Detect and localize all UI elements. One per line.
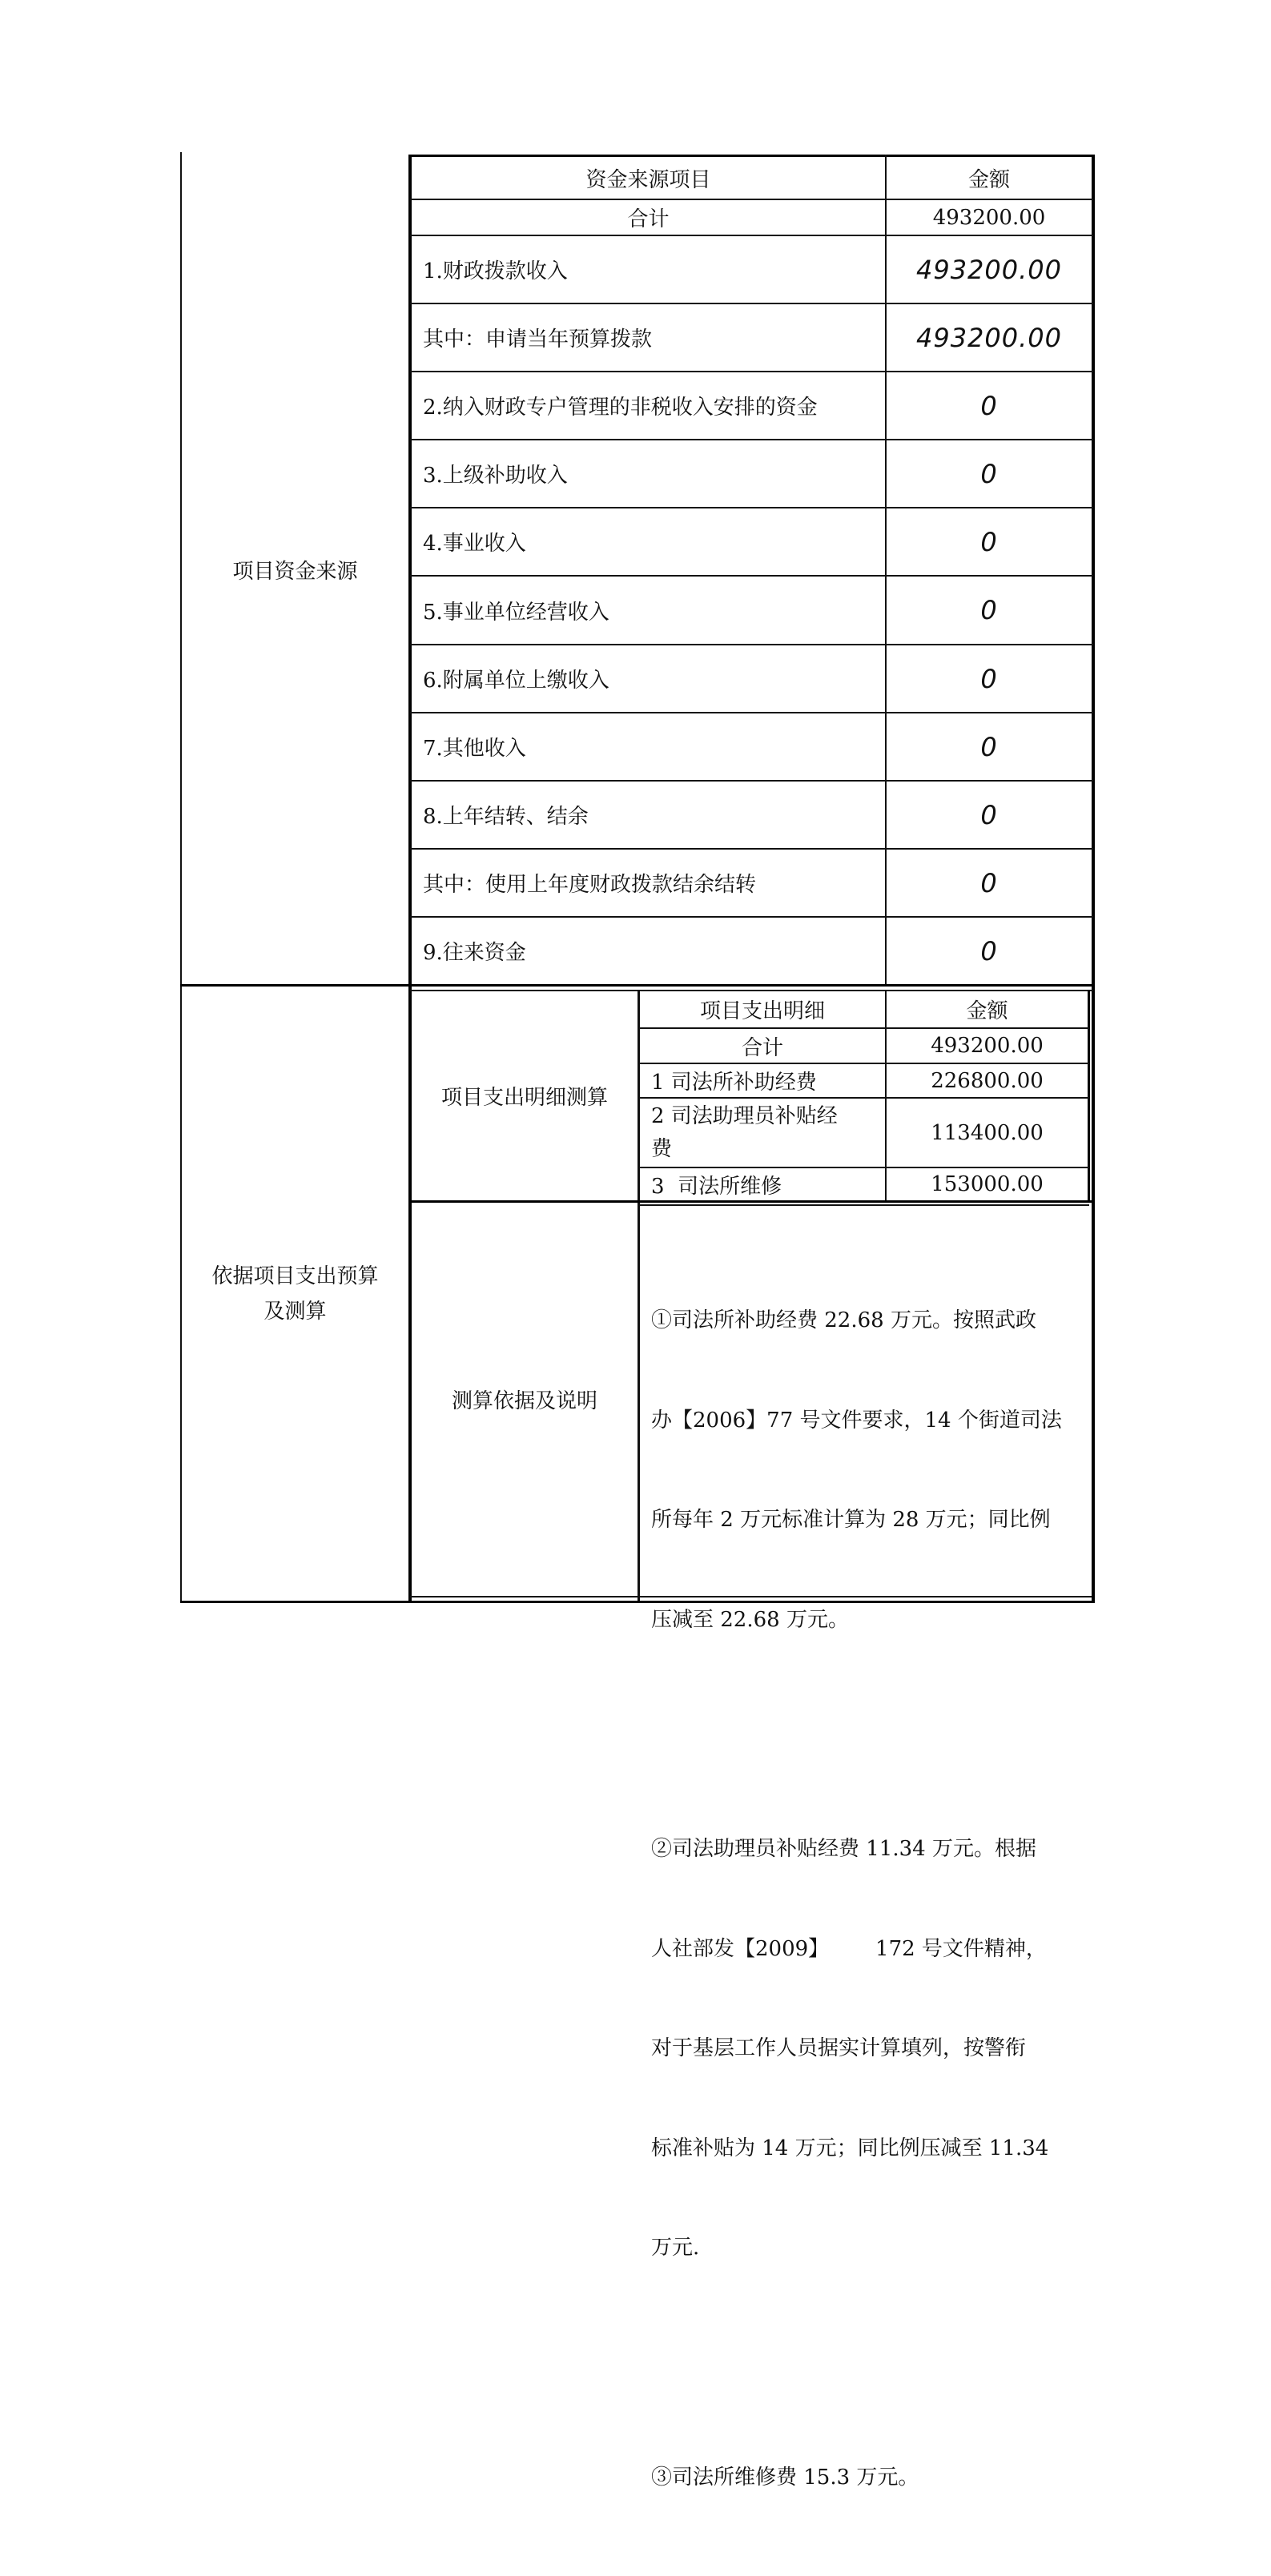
- expense-row-amount: 153000.00: [931, 1172, 1044, 1196]
- budget-basis-label-line1: 依据项目支出预算: [211, 1264, 379, 1288]
- funding-row-amount: 0: [980, 731, 998, 762]
- funding-row-amount: 0: [980, 595, 998, 625]
- funding-row-amount: 0: [980, 390, 998, 421]
- funding-row-label: 8.上年结转、结余: [423, 805, 589, 829]
- funding-row-label: 3.上级补助收入: [423, 464, 568, 488]
- budget-basis-label-line2: 及测算: [263, 1299, 327, 1324]
- expense-row-label: 2 司法助理员补贴经 费: [651, 1103, 838, 1161]
- funding-row-label: 5.事业单位经营收入: [423, 600, 609, 625]
- expense-row-amount: 226800.00: [931, 1068, 1044, 1093]
- funding-row-amount: 0: [980, 526, 998, 557]
- funding-row-amount: 0: [980, 799, 998, 830]
- funding-row-amount: 0: [980, 663, 998, 694]
- funding-row-amount: 0: [980, 935, 998, 967]
- funding-header-amount: 金额: [967, 167, 1010, 192]
- expense-row-label: 3 司法所维修: [651, 1174, 782, 1199]
- funding-row-amount: 493200.00: [915, 254, 1063, 285]
- expense-section-label: 项目支出明细测算: [440, 1086, 608, 1110]
- basis-section-label: 测算依据及说明: [451, 1389, 597, 1413]
- expense-row-label: 1 司法所补助经费: [651, 1071, 817, 1095]
- funding-source-label: 项目资金来源: [232, 559, 358, 584]
- funding-total-label: 合计: [627, 207, 670, 231]
- basis-paragraph-3: ③司法所维修费 15.3 万元。: [651, 2465, 919, 2490]
- basis-paragraph-1: ①司法所补助经费 22.68 万元。按照武政 办【2006】77 号文件要求，14 个街道司法 所每年 2 万元标准计算为 28 万元；同比例 压减至 22.68 万元。: [651, 1308, 1062, 1632]
- expense-subtable-right-border: [1088, 990, 1090, 1200]
- funding-row-label: 9.往来资金: [423, 941, 526, 965]
- funding-row-label: 其中：申请当年预算拨款: [423, 328, 653, 352]
- funding-row-amount: 0: [980, 458, 998, 489]
- funding-row-amount: 0: [980, 867, 998, 898]
- basis-explanation: [640, 1206, 1092, 2490]
- funding-row-label: 6.附属单位上缴收入: [423, 669, 609, 693]
- funding-header-item: 资金来源项目: [585, 167, 711, 192]
- expense-total-amount: 493200.00: [931, 1034, 1044, 1058]
- funding-row-label: 7.其他收入: [423, 737, 526, 761]
- funding-total-amount: 493200.00: [932, 205, 1046, 230]
- expense-row-amount: 113400.00: [931, 1120, 1044, 1145]
- funding-row-label: 1.财政拨款收入: [423, 259, 568, 283]
- funding-row-label: 其中：使用上年度财政拨款结余结转: [423, 873, 757, 897]
- expense-header-amount: 金额: [966, 999, 1008, 1023]
- funding-row-amount: 493200.00: [915, 322, 1063, 353]
- basis-paragraph-2: ②司法助理员补贴经费 11.34 万元。根据 人社部发【2009】 172 号文件精神， 对于基层工作人员据实计算填列，按警衔 标准补贴为 14 万元；同比例压减至 11.34 万元.: [651, 1837, 1049, 2260]
- funding-row-label: 4.事业收入: [423, 532, 526, 556]
- expense-total-label: 合计: [741, 1035, 783, 1060]
- funding-row-label: 2.纳入财政专户管理的非税收入安排的资金: [423, 396, 818, 420]
- expense-header-item: 项目支出明细: [699, 999, 825, 1023]
- budget-basis-label: [182, 987, 408, 1601]
